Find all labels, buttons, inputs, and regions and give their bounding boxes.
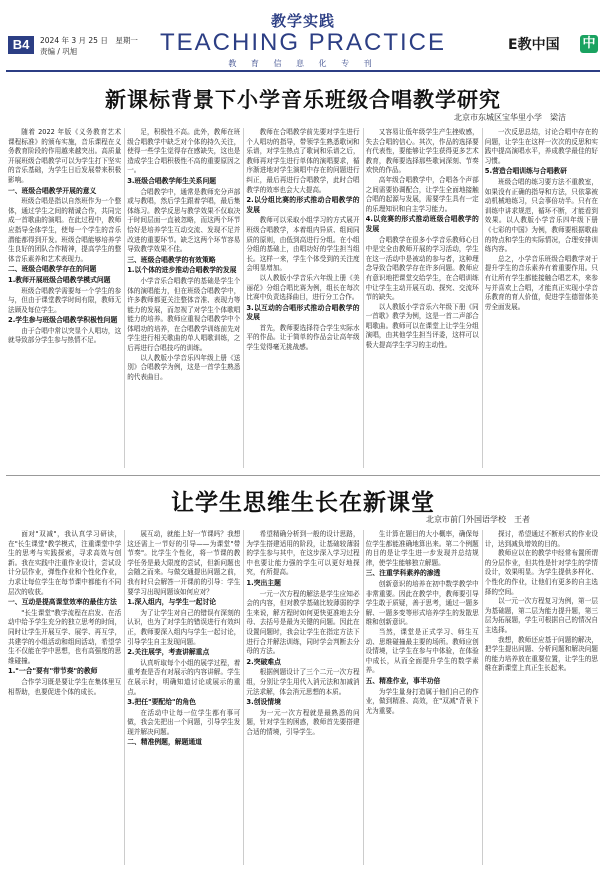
paragraph: 教师在合唱教学前先要对学生进行个人唱功的指导，带领学生熟悉歌词和乐谱，对学生热点了歌词和乐谱之后，教师再对学生进行单体的演唱要求，循序渐进地对学生演唱中存在的问题进行纠正，最后再进行合唱教学，此时合唱教学的效率也会大大提高。 [246,128,360,194]
subheading: 2.学生参与班级合唱教学积极性问题 [8,316,118,325]
subheading: 3.班级合唱教学师生关系问题 [127,176,217,185]
paragraph: 探讨，希望通过不断形式的作业设计，达到减负增效的目的。 [484,530,598,548]
subheading: 4.以竞赛的形式推动班级合唱教学的发展 [365,215,479,233]
paragraph: 以一元一次方程复习为例，第一层为基础题，第二层为能力提升题，第三层为拓展题，学生可根据自己的情况自主选择。 [484,597,598,634]
subheading: 1.突出主题 [246,578,281,587]
subheading: 3.以互动的合唱形式推动合唱教学的发展 [246,303,360,322]
column-rule [243,530,244,865]
header-rule [6,70,600,72]
article2-headline: 让学生思维生长在新课堂 [171,490,435,516]
paragraph: 以人教版小学音乐六年级上册《美丽花》分组合唱比赛为例，组长在每次比赛中负责选择曲目，进行分工合作。 [246,273,360,302]
subheading: 三、班级合唱教学的有效策略 [127,255,216,264]
paragraph: 当然，课堂是正式学习、师生互动、思维碰撞最主要的场所。教师应创设情境，让学生在参与中体验，在体验中成长，从而全面提升学生的数学素养。 [365,627,479,675]
article1-column [127,128,240,468]
paragraph: 足，积极性不高。此外，教师在班级合唱教学中缺乏对个体的持久关注，使得一些学生觉得存在感缺失，这也是造成学生合唱积极性不高的重要原因之一。 [127,128,241,175]
article1-column [366,128,479,468]
article1-column [8,128,121,468]
article1-byline: 北京市东城区宝华里小学 梁洁 [454,113,566,122]
subheading: 三、注重学科素养的渗透 [365,569,441,578]
brand-icon: 中 [580,35,598,53]
paragraph: 创新意识的培养在初中数学教学中非常重要。因此在教学中，教师要引导学生敢于质疑，善于思考，通过一题多解、一题多变等形式培养学生的发散思维和创新意识。 [365,579,479,627]
paragraph: 希望精确分析到一般的设计思路，为学生搭建适用的阶段，让基础较薄弱的学生参与其中，在这步深入学习过程中也要让能力强的学生可以更好地探究，有所提高。 [246,530,360,577]
paragraph: 总之，小学音乐班级合唱教学对于提升学生的音乐素养有着重要作用。只有让所有学生都能接触合唱艺术，来参与并喜欢上合唱，才能真正实现小学音乐教育的育人价值，促进学生德智体美劳全面发展。 [484,254,598,311]
paragraph: 首先，教师要选择符合学生实际水平的作品。让于简单的作品会让高年级学生觉得毫无挑战感。 [246,323,360,352]
subheading: 5.营造合唱训练与合唱教研 [484,167,567,176]
section-title-cn: 教学实践 [270,12,335,30]
page-number-badge: B4 [8,36,34,54]
paragraph: 随着 2022 年版《义务教育艺术课程标准》的颁布实施，音乐课程在义务教育阶段的作用越来越突出。高质量开展班级合唱教学可以为学生打下坚实的音乐基础，为学生日后发展带来积极影响。 [8,128,122,184]
paragraph: 小学音乐合唱教学的基础是学生个体的演唱能力，但在班级合唱教学中，许多教师都更关注整体音准、表现力等能力的发展，而忽视了对学生个体歌唱能力的培养。教师应重视合唱教学中个体唱功的培养，在合唱教学训练前先对学生进行相关歌曲的单人唱歌训练，之后再进行合唱技巧的训练。 [127,276,241,353]
article1-headline: 新课标背景下小学音乐班级合唱教学研究 [105,88,501,112]
paragraph: 认真听取每个小组的展学过程，着重考查是否有对展示的内容讲解。学生在展示时，明确知道讨论或展示的重点。 [127,658,241,696]
paragraph: 根据例题设计了三个二元一次方程组，分别让学生用代入消元法和加减消元法求解，体会消元思想的本质。 [246,668,360,696]
column-rule [124,530,125,865]
brand-logo: E教中国 [508,37,560,53]
paragraph: 面对"双减"，我认真学习研读，在"长生课堂"教学模式，注重课堂中学生的思考与实践探索，寻求高效与创新。我在实践中注重作业设计，尝试设计分层作业，弹性作业和个性化作业，力求让每位学生在每节课中都能有不同层次的收获。 [8,530,122,596]
paragraph: 为了让学生对自己的错误有深刻的认识，也为了对学生的错误进行有效纠正，教师要深入组内与学生一起讨论，引导学生自主发现问题。 [127,608,241,646]
subheading: 2.以分组比赛的形式推动合唱教学的发展 [246,196,360,214]
paragraph: 班级合唱是指以自然班作为一个整体，通过学生之间的精诚合作，共同完成一首歌曲的演唱。在此过程中，教师应指导全体学生，使每一个学生的音乐潜能都得到开发。班级合唱能够培养学生良好的团队合作精神，提高学生的整体音乐素养和艺术表现力。 [8,197,122,263]
paragraph: 以人教版小学音乐四年级上册《送别》合唱教学为例，这是一首学生熟悉的代表曲目。 [127,353,241,381]
subheading: 二、班级合唱教学存在的问题 [8,265,97,274]
paragraph: 一次反思总结，讨论合唱中存在的问题，让学生在这样一次次的反思和实践中提高演唱水平，养成教学最佳的好习惯。 [484,128,598,165]
subheading: 一、班级合唱教学开展的意义 [8,186,97,195]
column-rule [363,128,364,468]
paragraph: 教师可以采取小组学习的方式展开班级合唱教学，本着组内异质、组间同质的原则，由低到高进行分组。在小组分组的基础上，由唱功好的学生担当组长。这样一来，学生个体受到的关注度会明显增加。 [246,216,360,273]
article1-column [485,128,598,468]
column-rule [482,128,483,468]
article2-column [246,530,359,865]
paragraph: 为一元一次方程就是最熟悉的问题，针对学生的困惑，教师首先要搭建合适的情境，引导学生。 [246,708,360,736]
article1-column [246,128,359,468]
column-rule [363,530,364,865]
paragraph: "长生课堂"教学流程在启发、在活动中给予学生充分的独立思考的时间，同时让学生开展互学、展学、再互学，共建学的小组活动和组间活动，希望学生不仅能在学中思想，也有高强度的思维碰撞。 [8,608,122,665]
paragraph: 由于合唱中常以突显个人唱功，这就导致部分学生参与热情不足。 [8,326,122,345]
column-rule [482,530,483,865]
paragraph: 以人教版小学音乐六年级下册《同一首歌》教学为例，这是一首二声部合唱歌曲。教师可以在课堂上让学生分组演唱，由其他学生担当评委，这样可以极大提高学生学习的主动性。 [365,302,479,350]
article2-byline: 北京市前门外国语学校 王者 [426,515,530,524]
paragraph: 为学生量身打造属于他们自己的作业，做到精准、高效，在"双减"背景下尤为重要。 [365,687,479,715]
subheading: 一、互动是提高课堂效率的最佳方法 [8,598,117,607]
paragraph: 合唱教学中，通常是教师充分声部或与教唱，然后学生跟着学唱，最后集体练习。教学反思与教学效果不仅取决于时间层面一直被忽略，而这两个环节恰好是培养学生互动交流、发现不足并改进的重要环节。缺乏这两个环节容易导致教学效果不佳。 [127,187,241,254]
subheading: 二、精准例题，解题通道 [127,738,202,747]
paragraph: 我想，教师还应基于问题的解决，把学生提出问题、分析问题和解决问题的能力培养放在重要位置，让学生的思维在新课堂上真正生长起来。 [484,635,598,673]
subheading: 1.以个体的进步推动合唱教学的发展 [127,266,237,275]
paragraph: 合作学习既是要让学生在集体里互相帮助，也要促进个体的成长。 [8,677,122,696]
subheading: 2.突破难点 [246,657,281,666]
subheading: 1.深入组内，与学生一起讨论 [127,598,217,607]
subheading: 1.教师开展班级合唱教学模式问题 [8,275,111,284]
section-title-en: TEACHING PRACTICE [159,29,447,56]
paragraph: 班级合唱的练习要方法不重教室，如果没有正确的指导和方法，只依靠被动机械地练习，只会事倍功半。只有在训练中讲求规范，循环不断，才能看到效果。以人教版小学音乐四年级下册《七彩的中国》为例，教师要根据歌曲的特点和学生的实际情况，合理安排训练内容。 [484,177,598,254]
subheading: 五、精准作业，事半功倍 [365,676,441,685]
paragraph: 班级合唱教学需要每一个学生的参与，但由于课堂教学时间有限，教师无法顾及每位学生。 [8,286,122,314]
subheading: 3.把任"要配给"的角色 [127,698,196,707]
column-rule [124,128,125,468]
issue-date: 2024 年 3 月 25 日 星期一 [40,36,138,45]
article-divider [6,475,600,476]
paragraph: 合唱教学在很多小学音乐教师心目中是完全由教师开展的学习活动，学生在这一活动中是被动的参与者，这种理念导致合唱教学存在许多问题。教师应有意识地把课堂交给学生，在合唱训练中让学生主动开展互动、探究、交流环节的缺失。 [365,235,479,302]
article2-column [127,530,240,865]
paragraph: 在活动中让每一位学生都有事可做，我会先把出一个问题，引导学生发现并解决问题。 [127,708,241,736]
paragraph: 展互动，就能上好一节课吗？我想这还需上一节好的引导——为课堂"带节奏"。比学生个性化，将一节课的教学任务是最大限度的尝试，但新问题也会随之而来。与做交通提出问题之前，我有时只会解答一开课前的引导：学生要学习出现问题该如何应对？ [127,530,241,596]
subheading: 2.关注展学，考查讲解重点 [127,648,210,657]
article2-column [8,530,121,865]
article2-column [366,530,479,865]
section-subtitle: 教 育 信 息 化 专 刊 [228,59,378,68]
paragraph: 生计算在题目的大小概率，确保每位学生都能准确地算出来。第二个例题的目的是让学生进一步发现并总结规律，使学生能够独立解题。 [365,530,479,567]
article2-column [485,530,598,865]
subheading: 3.创设情境 [246,698,281,707]
column-rule [243,128,244,468]
subheading: 1."一合"要有"带节奏"的教师 [8,667,98,676]
paragraph: 一元一次方程的解法是学生应知必会的内容，但对教学基础比较薄弱的学生来说，解方程时如何更快更准地去分母、去括号是最为关键的问题。因此在设置问题时，我会让学生在指定方法下进行合并解法训练，同时学会判断去分母的方法。 [246,589,360,656]
page-header [0,0,606,72]
paragraph: 又容易让低年级学生产生挫败感，失去合唱的信心。其次，作品的选择要有代表性，要能够让学生获得更多艺术教育，教师要选择那些歌词深刻、节奏欢快的作品。 [365,128,479,175]
paragraph: 教师应以在的教学中经常布置所谓的分层作业，但共性是针对学生的学情设计，效果明显。为学生提供多样化、个性化的作业，让他们有更多的自主选择的空间。 [484,549,598,596]
editor-credit: 责编 / 巩旭 [40,47,78,56]
paragraph: 高年级合唱教学中，合唱各个声部之间需要协调配合，让学生全面地接触合唱的起源与发展，需要学生具有一定的乐理知识和自主学习能力。 [365,175,479,213]
